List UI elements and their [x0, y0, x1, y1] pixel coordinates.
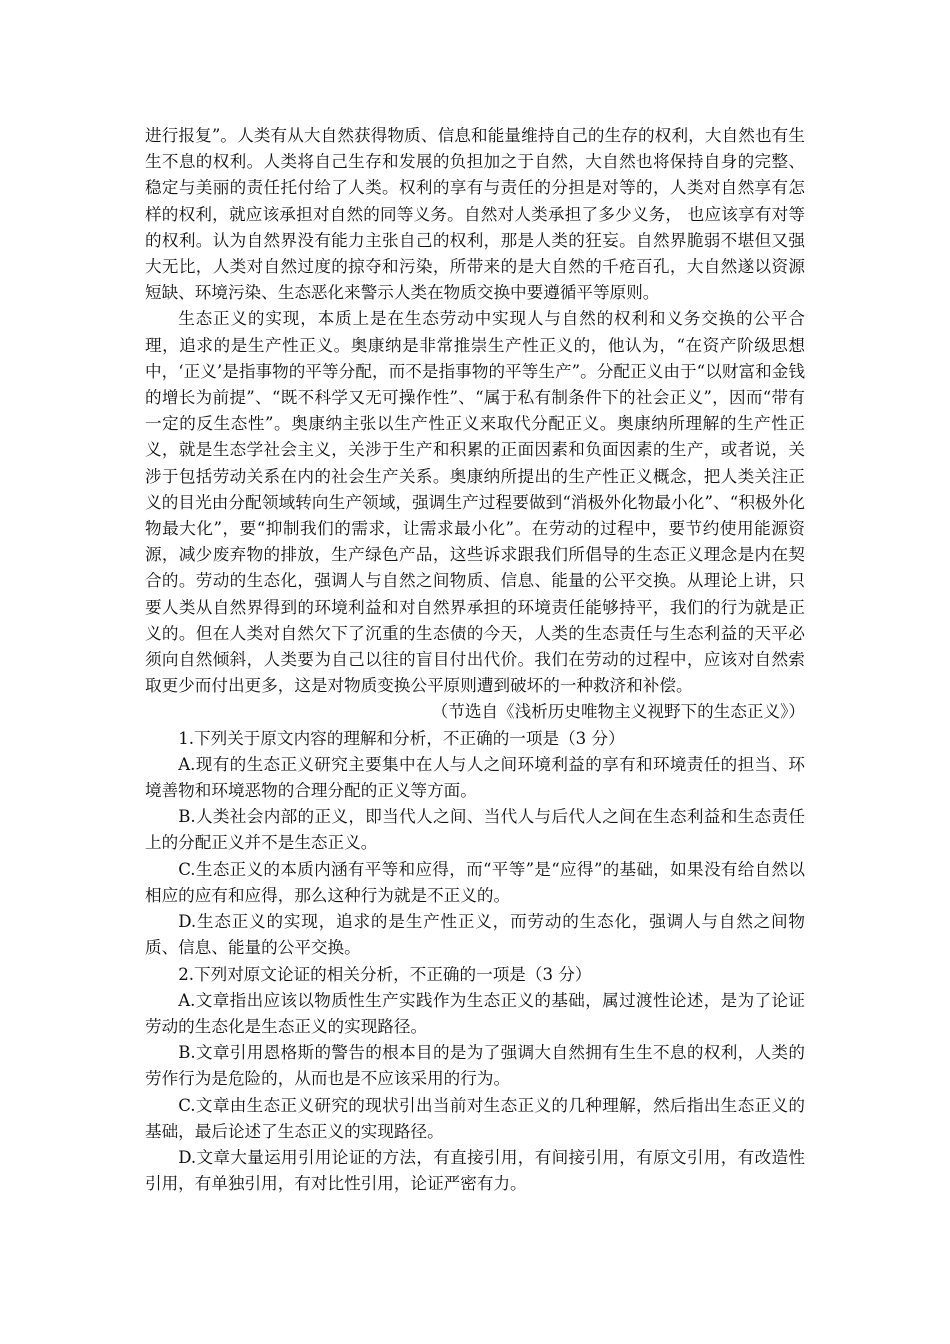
question-2-option-b: B.文章引用恩格斯的警告的根本目的是为了强调大自然拥有生生不息的权利，人类的劳作行为是危险的，从而也是不应该采用的行为。 [145, 1043, 805, 1089]
question-2-option-d: D.文章大量运用引用论证的方法，有直接引用，有间接引用，有原文引用，有改造性引用，有单独引用，有对比性引用，论证严密有力。 [145, 1147, 805, 1194]
passage-source: （节选自《浅析历史唯物主义视野下的生态正义》） [431, 702, 805, 722]
passage-paragraph-1: 进行报复”。人类有从大自然获得物质、信息和能量维持自己的生存的权利，大自然也有生生不息的权利。人类将自己生存和发展的负担加之于自然，大自然也将保持自身的完整、稳定与美丽的责任托付给了人类。权利的享有与责任的分担是对等的，人类对自然享有怎样的权利，就应该承担对自然的同等义务。自然对人类承担了多少义务， 也应该享有对等的权利。认为自然界没有能力主张自己的权利，那是人类的狂妄。自然界脆弱不堪但又强大无比，人类对自然过度的掠夺和污染，所带来的是大自然的千疮百孔，大自然遂以资源短缺、环境污染、生态恶化来警示人类在物质交换中要遵循平等原则。 [145, 126, 805, 303]
question-1-option-d: D.生态正义的实现，追求的是生产性正义，而劳动的生态化，强调人与自然之间物质、信息、能量的公平交换。 [145, 912, 805, 958]
question-2 [145, 962, 805, 1198]
question-1-option-c: C.生态正义的本质内涵有平等和应得，而“平等”是“应得”的基础，如果没有给自然以相应的应有和应得，那么这种行为就是不正义的。 [145, 859, 805, 905]
question-1-option-a: A.现有的生态正义研究主要集中在人与人之间环境利益的享有和环境责任的担当、环境善物和环境恶物的合理分配的正义等方面。 [145, 754, 805, 801]
question-1-stem: 1.下列关于原文内容的理解和分析，不正确的一项是（3 分） [178, 728, 625, 748]
question-1 [145, 726, 805, 962]
question-2-option-a: A.文章指出应该以物质性生产实践作为生态正义的基础，属过渡性论述，是为了论证劳动的生态化是生态正义的实现路径。 [145, 990, 805, 1036]
question-2-option-c: C.文章由生态正义研究的现状引出当前对生态正义的几种理解，然后指出生态正义的基础，最后论述了生态正义的实现路径。 [145, 1095, 805, 1141]
document-page [145, 123, 805, 1197]
question-2-stem: 2.下列对原文论证的相关分析，不正确的一项是（3 分） [178, 964, 592, 984]
question-1-option-b: B.人类社会内部的正义，即当代人之间、当代人与后代人之间在生态利益和生态责任上的分配正义并不是生态正义。 [145, 807, 805, 853]
passage-paragraph-2: 生态正义的实现，本质上是在生态劳动中实现人与自然的权利和义务交换的公平合理，追求的是生产性正义。奥康纳是非常推崇生产性正义的，他认为，“在资产阶级思想中，‘正义’是指事物的平等分配，而不是指事物的平等生产”。分配正义由于“以财富和金钱的增长为前提”、“既不科学又无可操作性”、“属于私有制条件下的社会正义”，因而“带有一定的反生态性”。奥康纳主张以生产性正义来取代分配正义。奥康纳所理解的生产性正义，就是生态学社会主义，关涉于生产和积累的正面因素和负面因素的生产，或者说，关涉于包括劳动关系在内的社会生产关系。奥康纳所提出的生产性正义概念，把人类关注正义的目光由分配领域转向生产领域，强调生产过程要做到“消极外化物最小化”、“积极外化物最大化”，要“抑制我们的需求，让需求最小化”。在劳动的过程中，要节约使用能源资源，减少废弃物的排放，生产绿色产品，这些诉求跟我们所倡导的生态正义理念是内在契合的。劳动的生态化，强调人与自然之间物质、信息、能量的公平交换。从理论上讲，只要人类从自然界得到的环境利益和对自然界承担的环境责任能够持平，我们的行为就是正义的。但在人类对自然欠下了沉重的生态债的今天，人类的生态责任与生态利益的天平必须向自然倾斜，人类要为自己以往的盲目付出代价。我们在劳动的过程中，应该对自然索取更少而付出更多，这是对物质变换公平原则遭到破坏的一种救济和补偿。 [145, 309, 805, 696]
